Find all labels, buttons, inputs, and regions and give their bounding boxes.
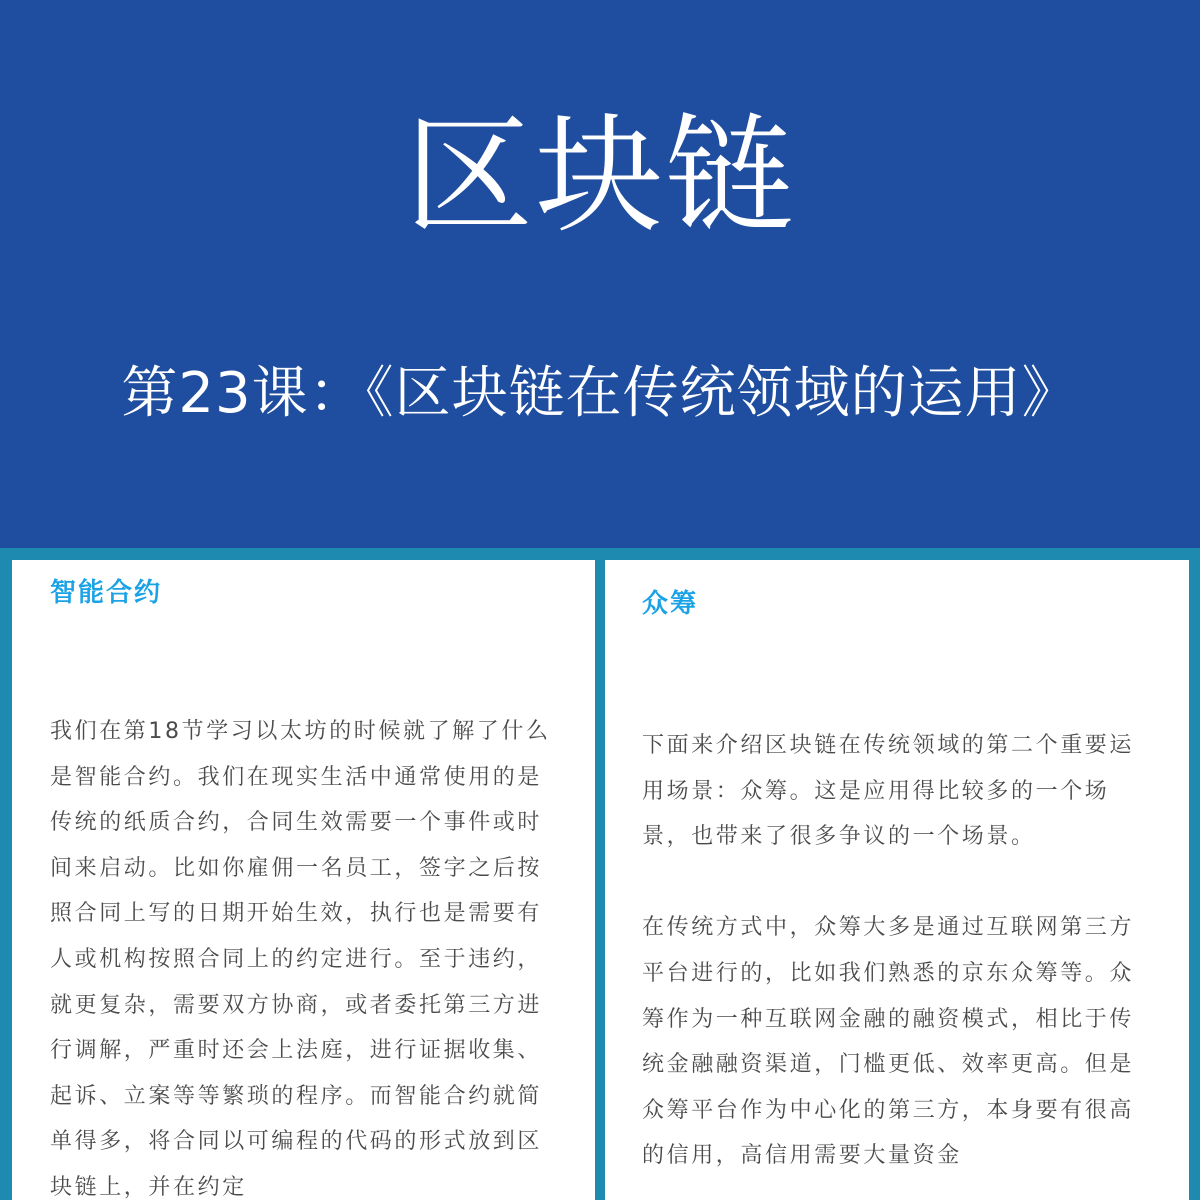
page-title: 区块链 <box>404 102 795 251</box>
crowdfunding-body <box>642 723 1150 1200</box>
smart-contract-body <box>50 709 556 1200</box>
crowdfunding-paragraph-2: 在传统方式中，众筹大多是通过互联网第三方平台进行的，比如我们熟悉的京东众筹等。众筹作为一种互联网金融的融资模式，相比于传统金融融资渠道，门槛更低、效率更高。但是众筹平台作为中心化的第三方，本身要有很高的信用，高信用需要大量资金 <box>642 915 1135 1169</box>
crowdfunding-card <box>605 560 1189 1200</box>
smart-contract-card <box>12 560 595 1200</box>
smart-contract-paragraph: 我们在第18节学习以太坊的时候就了解了什么是智能合约。我们在现实生活中通常使用的是传统的纸质合约，合同生效需要一个事件或时间来启动。比如你雇佣一名员工，签字之后按照合同上写的日期开始生效，执行也是需要有人或机构按照合同上的约定进行。至于违约，就更复杂，需要双方协商，或者委托第三方进行调解，严重时还会上法庭，进行证据收集、起诉、立案等等繁琐的程序。而智能合约就简单得多，将合同以可编程的代码的形式放到区块链上，并在约定 <box>50 719 551 1200</box>
smart-contract-heading: 智能合约 <box>50 578 163 608</box>
crowdfunding-paragraph-1: 下面来介绍区块链在传统领域的第二个重要运用场景：众筹。这是应用得比较多的一个场景，也带来了很多争议的一个场景。 <box>642 733 1135 850</box>
crowdfunding-heading: 众筹 <box>642 589 699 619</box>
header-banner <box>0 0 1200 548</box>
lesson-subtitle: 第23课：《区块链在传统领域的运用》 <box>121 361 1079 426</box>
